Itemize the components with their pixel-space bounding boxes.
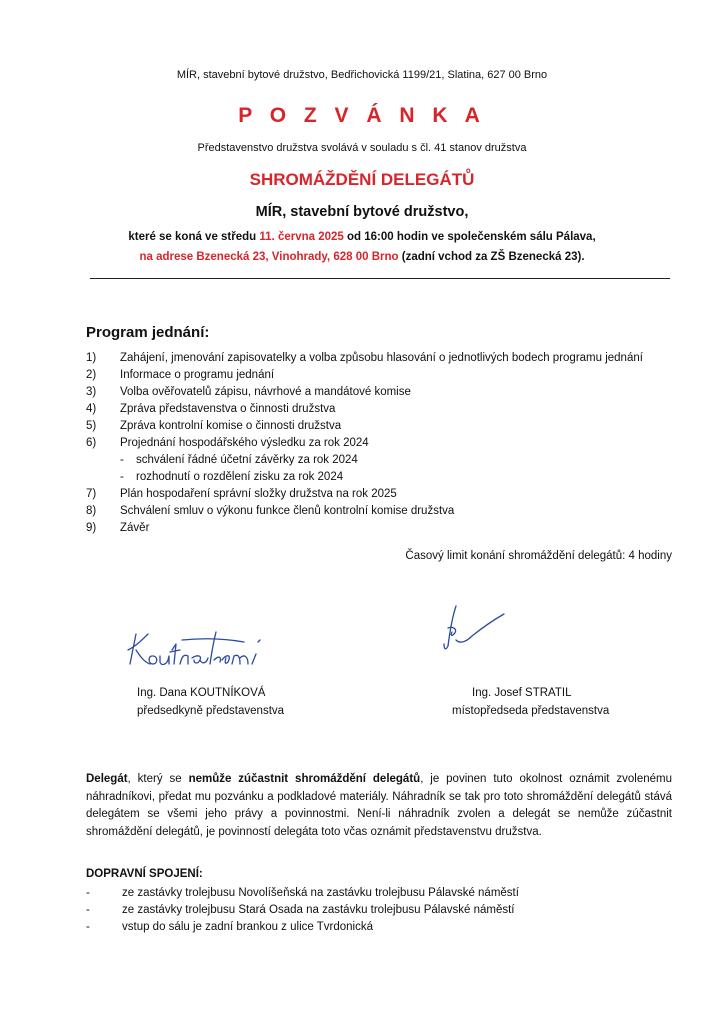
program-item: 9) Závěr [86, 522, 150, 534]
meeting-date: 11. června 2025 [259, 231, 344, 243]
signatory-right-name: Ing. Josef STRATIL [472, 687, 572, 699]
signature-stratil [430, 600, 530, 656]
program-item: 4) Zpráva představenstva o činnosti družstva [86, 403, 336, 415]
program-item: 2) Informace o programu jednání [86, 369, 275, 381]
delegate-notice: Delegát, který se nemůže zúčastnit shromáždění delegátů, je povinen tuto okolnost oznámit zvolenému náhradníkovi, předat mu pozvánku a podkladové materiály. Náhradník se tak pro toto shromáždění delegátů stává delegátem se všemi jeho právy a povinnostmi. Není-li náhradník zvolen a delegát se nemůže zúčastnit shromáždění delegátů, je povinností delegáta toto včas oznámit představenstvu družstva. [86, 773, 672, 838]
program-item: 5) Zpráva kontrolní komise o činnosti družstva [86, 420, 342, 432]
date-line-after: od 16:00 hodin ve společenském sálu Pálava, [343, 231, 596, 243]
transport-title: DOPRAVNÍ SPOJENÍ: [86, 868, 203, 880]
list-item: - ze zastávky trolejbusu Stará Osada na zastávku trolejbusu Pálavské náměstí [86, 904, 515, 916]
program-list [86, 350, 686, 537]
signature-koutnikova [122, 620, 282, 676]
meeting-date-line [0, 231, 724, 243]
meeting-address-line [0, 251, 724, 263]
program-item: 6) Projednání hospodářského výsledku za rok 2024 [86, 437, 369, 449]
program-sub-item: - schválení řádné účetní závěrky za rok 2024 [120, 454, 358, 466]
address-note: (zadní vchod za ZŠ Bzenecká 23). [398, 251, 585, 263]
signatory-right [452, 684, 609, 720]
horizontal-divider [90, 278, 670, 279]
invitation-subtitle: Představenstvo družstva svolává v souladu s čl. 41 stanov družstva [197, 142, 527, 154]
date-line-before: které se koná ve středu [128, 231, 260, 243]
meeting-headline: SHROMÁŽDĚNÍ DELEGÁTŮ [249, 170, 475, 189]
delegate-notice-bold-1: Delegát [86, 773, 128, 785]
signatory-left [137, 684, 284, 720]
program-item: 3) Volba ověřovatelů zápisu, návrhové a mandátové komise [86, 386, 411, 398]
meeting-address: na adrese Bzenecká 23, Vinohrady, 628 00 Brno [139, 251, 399, 263]
transport-list [86, 885, 672, 936]
program-item: 1) Zahájení, jmenování zapisovatelky a volba způsobu hlasování o jednotlivých bodech programu jednání [86, 352, 643, 364]
signatory-left-role: předsedkyně představenstva [137, 705, 285, 717]
signatory-right-role: místopředseda představenstva [452, 705, 610, 717]
invitation-title: P O Z V Á N K A [238, 104, 486, 127]
program-sub-item: - rozhodnutí o rozdělení zisku za rok 2024 [120, 471, 344, 483]
list-item: - vstup do sálu je zadní brankou z ulice Tvrdonická [86, 921, 374, 933]
program-item: 7) Plán hospodaření správní složky družstva na rok 2025 [86, 488, 397, 500]
delegate-notice-bold-2: nemůže zúčastnit shromáždění delegátů [188, 773, 421, 785]
signatory-left-name: Ing. Dana KOUTNÍKOVÁ [137, 687, 266, 699]
program-item: 8) Schválení smluv o výkonu funkce členů kontrolní komise družstva [86, 505, 455, 517]
time-limit-note: Časový limit konání shromáždění delegátů: 4 hodiny [405, 550, 672, 562]
organization-header: MÍR, stavební bytové družstvo, Bedřichovická 1199/21, Slatina, 627 00 Brno [176, 69, 548, 81]
list-item: - ze zastávky trolejbusu Novolíšeňská na zastávku trolejbusu Pálavské náměstí [86, 887, 519, 899]
program-title: Program jednání: [86, 324, 210, 341]
cooperative-name: MÍR, stavební bytové družstvo, [255, 204, 469, 220]
